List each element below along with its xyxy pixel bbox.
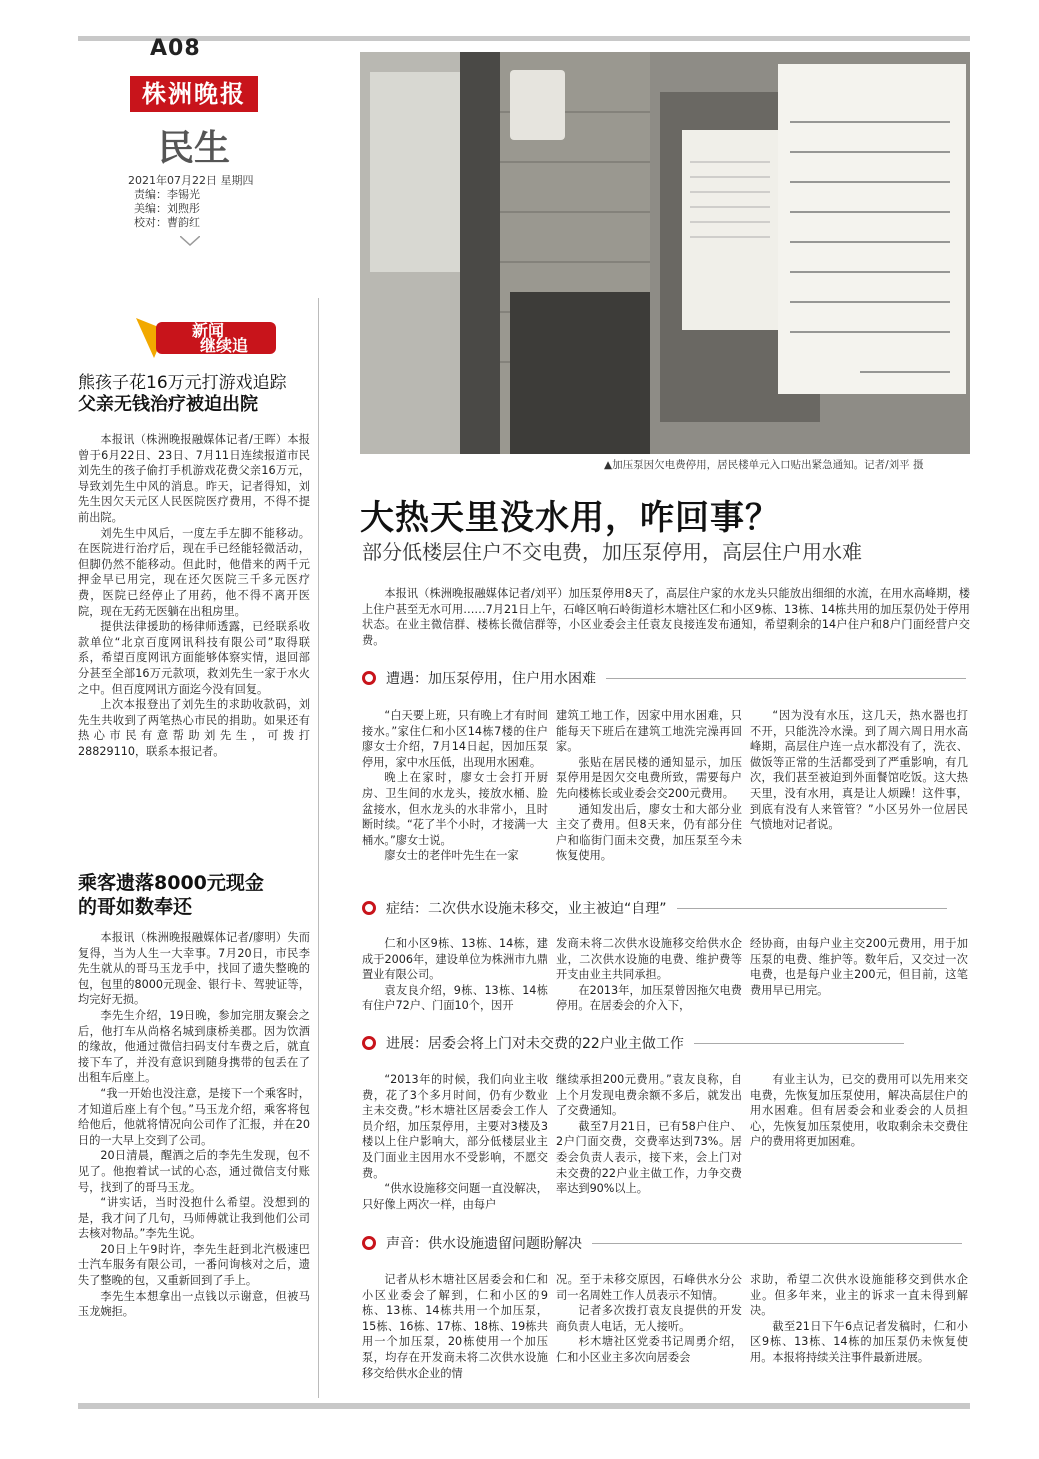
section-heading (362, 1033, 904, 1053)
stairwell-photo-illustration (360, 52, 970, 454)
story2-headline-line1: 乘客遗落8000元现金 (78, 872, 264, 894)
paragraph: “白天要上班，只有晚上才有时间接水。”家住仁和小区14栋7楼的住户廖女士介绍，7月14日起，因加压泵停用，家中水压低，出现用水困难。 (362, 709, 548, 769)
main-lead (362, 586, 970, 648)
story1-body (78, 432, 310, 759)
section-heading-text: 症结：二次供水设施未移交，业主被迫“自理” (386, 901, 667, 917)
section-heading (362, 1233, 962, 1253)
lead-paragraph: 本报讯（株洲晚报融媒体记者/刘平）加压泵停用8天了，高层住户家的水龙头只能放出细细的水流，在用水高峰期，楼上住户甚至无水可用……7月21日上午，石峰区响石岭街道杉木塘社区仁和小区9栋、13栋、14栋共用的加压泵仍处于停用状态。在业主微信群、楼栋长微信群等，小区业委会主任袁友良接连发布通知，希望剩余的14户住户和8户门面经营户交费。 (362, 587, 970, 647)
bullet-ring-icon (362, 1036, 376, 1050)
story2-headline-line2: 的哥如数奉还 (78, 896, 193, 918)
chevron-down-icon (180, 236, 200, 246)
story1-headline-top: 熊孩子花16万元打游戏追踪 (78, 373, 287, 393)
story2-paragraph: 李先生介绍，19日晚，参加完朋友聚会之后，他打车从尚格名城到康桥美郡。因为饮酒的缘故，他通过微信扫码支付车费之后，就直接下车了，并没有意识到随身携带的包丢在了出租车后座上。 (78, 1008, 310, 1085)
story2-paragraph: “我一开始也没注意，是接下一个乘客时，才知道后座上有个包。”马玉龙介绍，乘客将包给他后，他就将情况向公司作了汇报，并在20日的一大早上交到了公司。 (78, 1086, 310, 1147)
paragraph: 况。至于未移交原因，石峰供水分公司一名周姓工作人员表示不知情。 (556, 1273, 742, 1302)
story2-body (78, 930, 310, 1320)
issue-date: 2021年07月22日 星期四 (128, 174, 254, 187)
story1-paragraph: 本报讯（株洲晚报融媒体记者/王晖）本报曾于6月22日、23日、7月11日连续报道市民刘先生的孩子偷打手机游戏花费父亲16万元，导致刘先生中风的消息。昨天，记者得知，刘先生因欠天元区人民医院医疗费用，不得不提前出院。 (78, 433, 310, 524)
story1-paragraph: 刘先生中风后，一度左手左脚不能移动。在医院进行治疗后，现在手已经能轻微活动，但脚仍然不能移动。但此时，他借来的两千元押金早已用完，现在还欠医院三千多元医疗费，医院已经停止了用药，他不得不离开医院，现在无药无医躺在出租房里。 (78, 526, 310, 618)
heading-rule (677, 908, 947, 909)
badge-label: 新闻 继续追 (156, 322, 276, 354)
paragraph: 杉木塘社区党委书记周勇介绍，仁和小区业主多次向居委会 (556, 1335, 742, 1364)
proofreader: 校对：曹韵红 (134, 216, 200, 229)
article-column (556, 1072, 742, 1197)
paragraph: 记者多次拨打袁友良提供的开发商负责人电话，无人接听。 (556, 1304, 742, 1333)
paragraph: 张贴在居民楼的通知显示，加压泵停用是因欠交电费所致，需要每户先向楼栋长或业委会交200元费用。 (556, 755, 742, 800)
page-meta (128, 174, 254, 230)
column-divider (318, 298, 319, 1398)
bullet-ring-icon (362, 901, 376, 915)
paragraph: 廖女士的老伴叶先生在一家 (384, 849, 519, 863)
paragraph: 求助，希望二次供水设施能移交到供水企业。但多年来，业主的诉求一直未得到解决。 (750, 1273, 968, 1318)
heading-rule (694, 1043, 904, 1044)
paragraph: 仁和小区9栋、13栋、14栋，建成于2006年，建设单位为株洲市九鼎置业有限公司。 (362, 937, 548, 982)
story2-paragraph: 李先生本想拿出一点钱以示谢意，但被马玉龙婉拒。 (78, 1289, 310, 1319)
paragraph: 通知发出后，廖女士和大部分业主交了费用。但8天来，仍有部分住户和临街门面未交费，加压泵至今未恢复使用。 (556, 802, 742, 863)
paragraph: 晚上在家时，廖女士会打开厨房、卫生间的水龙头，接放水桶、脸盆接水，但水龙头的水非常小，且时断时续。“花了半个小时，才接满一大桶水。”廖女士说。 (362, 771, 548, 847)
newspaper-logo: 株洲晚报 (130, 76, 258, 112)
photo-caption: ▲加压泵因欠电费停用，居民楼单元入口贴出紧急通知。记者/刘平 摄 (604, 459, 924, 471)
designer: 美编：刘煦彤 (134, 202, 200, 215)
page-number: A08 (150, 36, 201, 61)
bottom-rule (78, 1403, 970, 1409)
section-heading (362, 668, 966, 688)
paragraph: 有业主认为，已交的费用可以先用来交电费，先恢复加压泵使用，解决高层住户的用水困难。但有居委会和业委会的人员担心，先恢复加压泵使用，收取剩余未交费住户的费用将更加困难。 (750, 1073, 968, 1149)
story1-paragraph: 提供法律援助的杨律师透露，已经联系收款单位“北京百度网讯科技有限公司”取得联系，希望百度网讯方面能够体察实情，退回部分甚至全部16万元款项，救刘先生一家于水火之中。但百度网讯方面迄今没有回复。 (78, 620, 310, 696)
paragraph: 袁友良介绍，9栋、13栋、14栋有住户72户、门面10个，因开 (362, 983, 548, 1013)
section-heading (362, 898, 947, 918)
article-column (362, 936, 548, 1014)
article-column (556, 708, 742, 864)
paragraph: 记者从杉木塘社区居委会和仁和小区业委会了解到，仁和小区的9栋、13栋、14栋共用一个加压泵，15栋、16栋、17栋、18栋、19栋共用一个加压泵，20栋使用一个加压泵，均存在开发商未将二次供水设施移交给供水企业的情 (362, 1273, 548, 1380)
news-followup-badge (136, 318, 286, 358)
section-heading-text: 声音：供水设施遗留问题盼解决 (386, 1236, 582, 1252)
bullet-ring-icon (362, 1236, 376, 1250)
paragraph: 截至7月21日，已有58户住户、2户门面交费，交费率达到73%。居委会负责人表示，接下来，会上门对未交费的22户业主做工作，力争交费率达到90%以上。 (556, 1119, 742, 1196)
paragraph: “2013年的时候，我们向业主收费，花了3个多月时间，仍有少数业主未交费。”杉木塘社区居委会工作人员介绍，加压泵停用，主要对3楼及3楼以上住户影响大，部分低楼层业主及门面业主因用水不受影响，不愿交费。 (362, 1073, 548, 1180)
main-headline: 大热天里没水用，咋回事？ (360, 498, 780, 538)
story2-paragraph: “讲实话，当时没抱什么希望。没想到的是，我才问了几句，马师傅就让我到他们公司去核对物品。”李先生说。 (78, 1196, 310, 1241)
article-column (556, 936, 742, 1014)
section-heading-text: 进展：居委会将上门对未交费的22户业主做工作 (386, 1036, 684, 1052)
news-photo (360, 52, 970, 454)
article-column (362, 1072, 548, 1212)
paragraph: 在2013年，加压泵曾因拖欠电费停用。在居委会的介入下， (556, 983, 742, 1013)
paragraph: 发商未将二次供水设施移交给供水企业，二次供水设施的电费、维护费等开支由业主共同承担。 (556, 937, 742, 982)
section-title: 民生 (158, 127, 231, 169)
article-column (750, 936, 968, 998)
paragraph: 截至21日下午6点记者发稿时，仁和小区9栋、13栋、14栋的加压泵仍未恢复使用。本报将持续关注事件最新进展。 (750, 1319, 968, 1364)
heading-rule (592, 1243, 962, 1244)
paragraph: 经协商，由每户业主交200元费用，用于加压泵的电费、维护等。数年后，又交过一次电费，也是每户业主200元，但目前，这笔费用早已用完。 (750, 937, 968, 997)
article-column (750, 708, 968, 833)
bullet-ring-icon (362, 671, 376, 685)
article-column (556, 1272, 742, 1366)
story1-paragraph: 上次本报登出了刘先生的求助收款码，刘先生共收到了两笔热心市民的捐助。如果还有热心市民有意帮助刘先生，可拨打28829110，联系本报记者。 (78, 698, 310, 758)
paragraph: 继续承担200元费用。”袁友良称，自上个月发现电费余额不多后，就发出了交费通知。 (556, 1073, 742, 1118)
story2-paragraph: 20日清晨，醒酒之后的李先生发现，包不见了。他抱着试一试的心态，通过微信支付账号，找到了的哥马玉龙。 (78, 1149, 310, 1194)
paragraph: “供水设施移交问题一直没解决，只好像上两次一样，由每户 (362, 1182, 548, 1211)
editor: 责编：李锡光 (134, 188, 200, 201)
story1-headline-main: 父亲无钱治疗被迫出院 (78, 394, 258, 415)
paragraph: 建筑工地工作，因家中用水困难，只能每天下班后在建筑工地洗完澡再回家。 (556, 709, 742, 754)
top-rule (78, 36, 970, 41)
paragraph: “因为没有水压，这几天，热水器也打不开，只能洗冷水澡。到了周六周日用水高峰期，高层住户连一点水都没有了，洗衣、做饭等正常的生活都受到了严重影响，有几次，我们甚至被迫到外面餐馆吃饭。这大热天里，没有水用，真是让人烦躁！这件事，到底有没有人来管管？”小区另外一位居民气愤地对记者说。 (750, 709, 968, 832)
heading-rule (606, 678, 966, 679)
article-column (750, 1072, 968, 1150)
story2-paragraph: 20日上午9时许，李先生赶到北汽极速巴士汽车服务有限公司，一番问询核对之后，遗失了整晚的包，又重新回到了手上。 (78, 1242, 310, 1288)
article-column (362, 708, 548, 864)
story2-paragraph: 本报讯（株洲晚报融媒体记者/廖明）失而复得，当为人生一大幸事。7月20日，市民李先生就从的哥马玉龙手中，找回了遗失整晚的包，包里的8000元现金、银行卡、驾驶证等，均完好无损。 (78, 931, 310, 1007)
section-heading-text: 遭遇：加压泵停用，住户用水困难 (386, 671, 596, 687)
main-subheadline: 部分低楼层住户不交电费，加压泵停用，高层住户用水难 (362, 540, 862, 564)
article-column (362, 1272, 548, 1381)
article-column (750, 1272, 968, 1366)
